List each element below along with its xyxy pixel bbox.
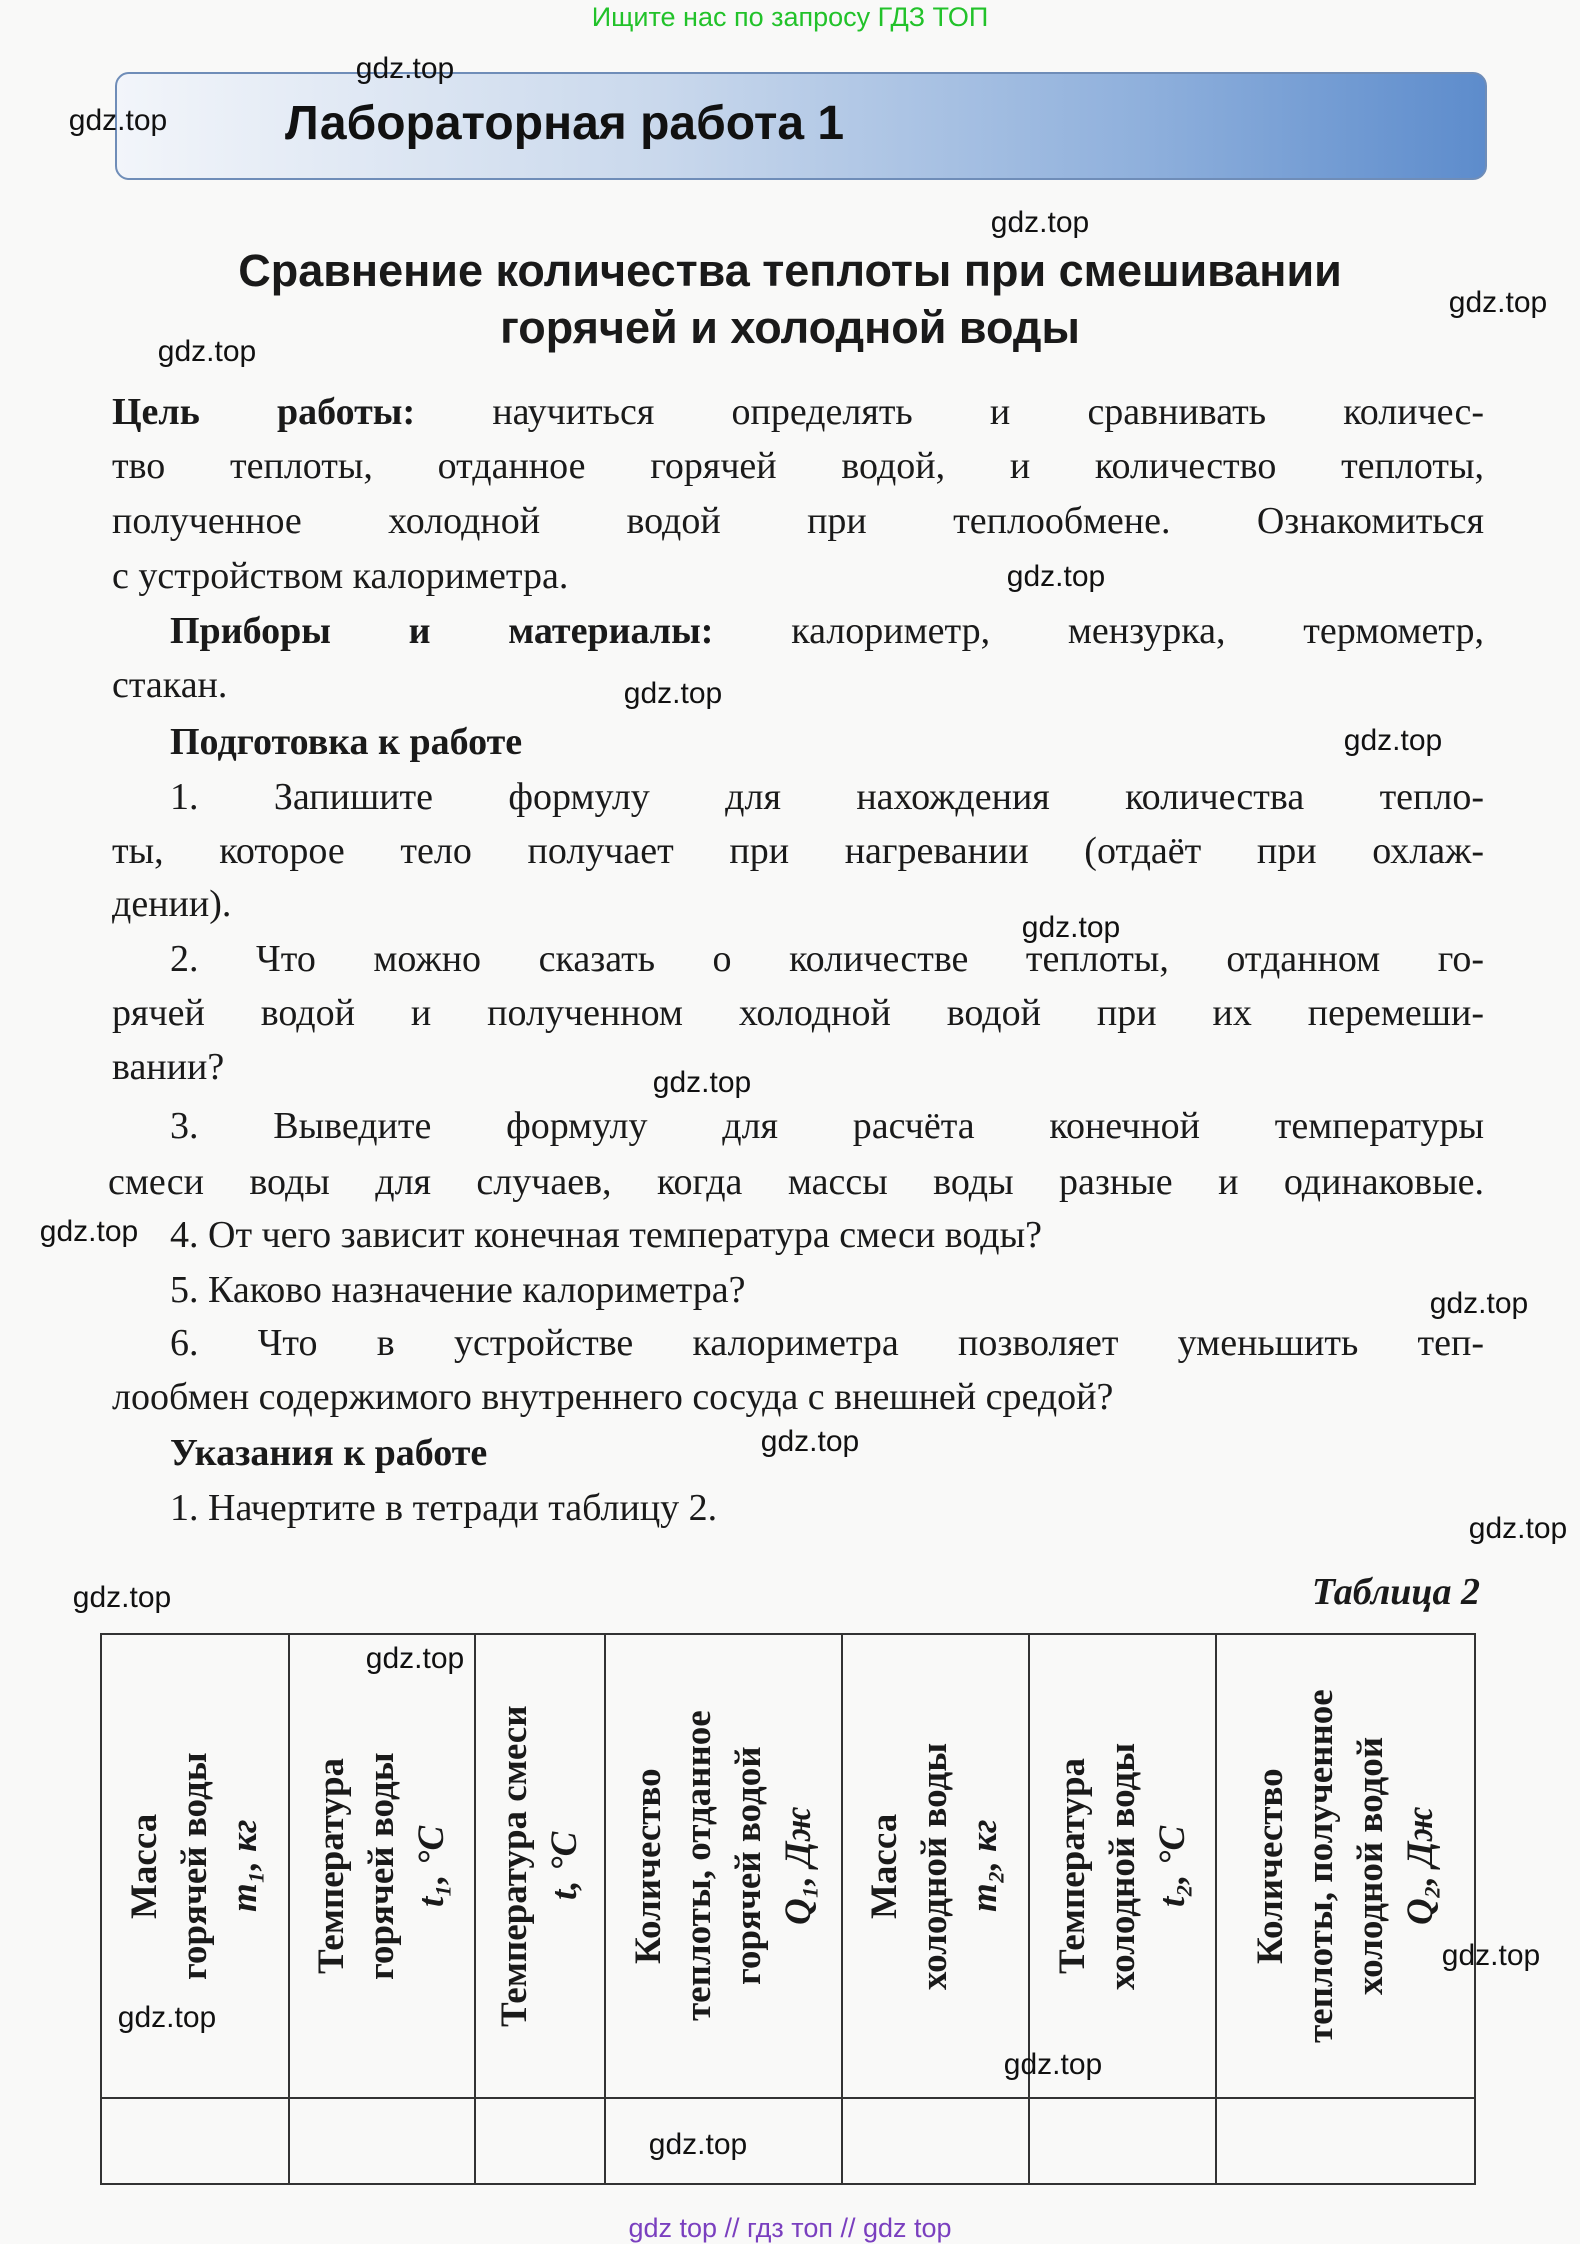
header-line: m₂, кг (964, 1819, 1006, 1913)
header-text (860, 1646, 1010, 2086)
watermark: gdz.top (990, 206, 1090, 239)
table-header-cell (1216, 1634, 1475, 2098)
header-line: теплоты, полученное (1299, 1689, 1341, 2043)
watermark: gdz.top (157, 335, 257, 368)
watermark: gdz.top (1441, 1939, 1541, 1972)
goal-line: с устройством калориметра. (112, 555, 569, 597)
header-line: теплоты, отданное (677, 1710, 719, 2022)
table-header-row (101, 1634, 1475, 2098)
table-header-cell (289, 1634, 476, 2098)
goal-label: Цель работы: (112, 391, 416, 433)
header-line: горячей воды (361, 1752, 403, 1980)
watermark: gdz.top (648, 2128, 748, 2161)
header-line: Количество (627, 1768, 669, 1964)
watermark: gdz.top (623, 677, 723, 710)
question-line: смеси воды для случаев, когда массы воды разные и одинаковые. (108, 1161, 1484, 1203)
goal-line (112, 387, 1484, 437)
header-text (624, 1646, 824, 2086)
data-table (100, 1633, 1476, 2185)
header-text (490, 1646, 590, 2086)
subtitle-line-1: Сравнение количества теплоты при смешивании (238, 245, 1342, 296)
goal-line: полученное холодной водой при теплообмене. Ознакомиться (112, 500, 1484, 542)
watermark: gdz.top (1448, 286, 1548, 319)
question-line: вании? (112, 1046, 225, 1088)
goal-line: тво теплоты, отданное горячей водой, и количество теплоты, (112, 445, 1484, 487)
lab-title-box (115, 72, 1487, 180)
header-text (307, 1646, 457, 2086)
question-line: рячей водой и полученном холодной водой при их перемеши- (112, 992, 1484, 1034)
table-header-cell (605, 1634, 842, 2098)
watermark: gdz.top (355, 52, 455, 85)
header-line: Масса (864, 1813, 906, 1919)
header-line: горячей водой (727, 1746, 769, 1986)
question-line: ты, которое тело получает при нагревании (отдаёт при охлаж- (112, 830, 1484, 872)
header-line: t₁, °C (411, 1825, 453, 1907)
goal-text: научиться определять и сравнивать количес- (415, 391, 1484, 433)
footer-links: gdz top // гдз топ // gdz top (628, 2213, 952, 2243)
header-line: холодной воды (914, 1742, 956, 1990)
table-row (101, 2098, 1475, 2184)
header-line: Количество (1249, 1768, 1291, 1964)
watermark: gdz.top (117, 2001, 217, 2034)
watermark: gdz.top (652, 1066, 752, 1099)
header-line: Q₁, Дж (777, 1806, 819, 1926)
header-line: Q₂, Дж (1399, 1806, 1441, 1926)
instruction-line: 1. Начертите в тетради таблицу 2. (170, 1487, 718, 1529)
watermark: gdz.top (39, 1215, 139, 1248)
header-line: t, °C (544, 1831, 586, 1901)
header-line: Температура (311, 1757, 353, 1975)
question-line: 4. От чего зависит конечная температура смеси воды? (170, 1214, 1043, 1256)
table-cell (289, 2098, 476, 2184)
question-line: лообмен содержимого внутреннего сосуда с внешней средой? (112, 1376, 1114, 1418)
header-text (1246, 1646, 1446, 2086)
subtitle-line-2: горячей и холодной воды (500, 302, 1080, 353)
watermark: gdz.top (1429, 1287, 1529, 1320)
watermark: gdz.top (1343, 724, 1443, 757)
table-header-cell (475, 1634, 605, 2098)
question-line: 2. Что можно сказать о количестве теплоты, отданном го- (170, 938, 1484, 980)
header-line: холодной воды (1101, 1742, 1143, 1990)
table-cell (1216, 2098, 1475, 2184)
watermark: gdz.top (1468, 1512, 1568, 1545)
watermark: gdz.top (1021, 911, 1121, 944)
header-line: t₂, °C (1151, 1825, 1193, 1907)
question-line: дении). (112, 883, 232, 925)
materials-line: стакан. (112, 664, 228, 706)
watermark: gdz.top (1003, 2048, 1103, 2081)
header-line: Масса (123, 1813, 165, 1919)
watermark: gdz.top (365, 1642, 465, 1675)
table-cell (475, 2098, 605, 2184)
header-line: Температура смеси (494, 1705, 536, 2027)
materials-label: Приборы и материалы: (170, 610, 714, 652)
header-text (1048, 1646, 1198, 2086)
header-line: m₁, кг (223, 1819, 265, 1913)
materials-text: калориметр, мензурка, термометр, (713, 610, 1484, 652)
header-line: Температура (1051, 1757, 1093, 1975)
watermark: gdz.top (760, 1425, 860, 1458)
watermark: gdz.top (1006, 560, 1106, 593)
table-header-cell (1029, 1634, 1217, 2098)
lab-title: Лабораторная работа 1 (285, 97, 845, 150)
materials-line (170, 606, 1484, 656)
table-cell (1029, 2098, 1217, 2184)
question-line: 1. Запишите формулу для нахождения количества тепло- (170, 776, 1484, 818)
watermark: gdz.top (72, 1581, 172, 1614)
watermark: gdz.top (68, 104, 168, 137)
table-header-cell (842, 1634, 1029, 2098)
instructions-heading: Указания к работе (170, 1432, 488, 1474)
question-line: 5. Каково назначение калориметра? (170, 1269, 746, 1311)
question-line: 3. Выведите формулу для расчёта конечной температуры (170, 1105, 1484, 1147)
question-line: 6. Что в устройстве калориметра позволяет уменьшить теп- (170, 1322, 1484, 1364)
table-cell (101, 2098, 289, 2184)
header-line: холодной водой (1349, 1736, 1391, 1996)
table-caption: Таблица 2 (1311, 1571, 1480, 1613)
preparation-heading: Подготовка к работе (170, 721, 523, 763)
search-banner: Ищите нас по запросу ГДЗ ТОП (591, 2, 989, 32)
header-line: горячей воды (173, 1752, 215, 1980)
table-cell (842, 2098, 1029, 2184)
